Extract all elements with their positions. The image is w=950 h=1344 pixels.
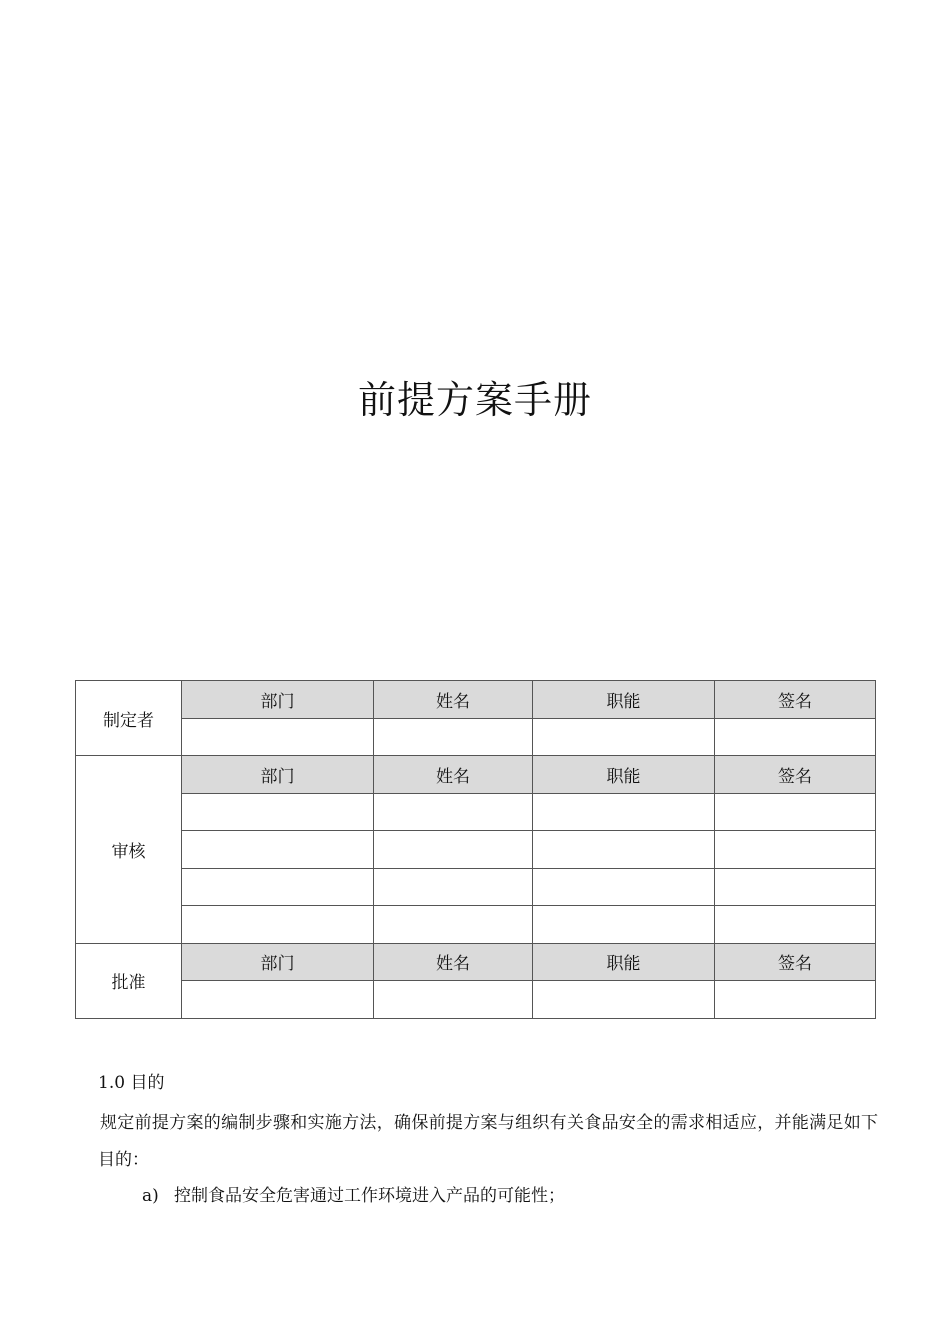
blank-cell — [182, 831, 374, 869]
blank-cell — [715, 906, 876, 944]
table-row — [76, 868, 876, 906]
section-heading: 1.0 目的 — [98, 1073, 165, 1093]
column-header: 部门 — [182, 681, 374, 719]
role-label: 审核 — [76, 756, 182, 944]
role-label: 批准 — [76, 943, 182, 1018]
blank-cell — [374, 906, 533, 944]
column-header: 职能 — [533, 756, 715, 794]
blank-cell — [715, 718, 876, 756]
list-item-marker: a) — [142, 1186, 159, 1206]
document-title: 前提方案手册 — [357, 378, 592, 422]
blank-cell — [182, 868, 374, 906]
table-header-row — [76, 756, 876, 794]
blank-cell — [533, 906, 715, 944]
blank-cell — [182, 718, 374, 756]
column-header: 签名 — [715, 943, 876, 981]
column-header: 职能 — [533, 681, 715, 719]
blank-cell — [374, 793, 533, 831]
blank-cell — [715, 981, 876, 1019]
column-header: 部门 — [182, 943, 374, 981]
blank-cell — [533, 868, 715, 906]
blank-cell — [374, 981, 533, 1019]
column-header: 部门 — [182, 756, 374, 794]
blank-cell — [715, 793, 876, 831]
list-item-text: 控制食品安全危害通过工作环境进入产品的可能性； — [174, 1186, 565, 1206]
table-row — [76, 831, 876, 869]
approval-signature-table — [75, 680, 876, 1019]
table-row — [76, 793, 876, 831]
role-label: 制定者 — [76, 681, 182, 756]
section-paragraph: 规定前提方案的编制步骤和实施方法，确保前提方案与组织有关食品安全的需求相适应，并能满足如下目的： — [98, 1113, 878, 1170]
column-header: 姓名 — [374, 681, 533, 719]
column-header: 姓名 — [374, 756, 533, 794]
column-header: 职能 — [533, 943, 715, 981]
blank-cell — [715, 868, 876, 906]
table-row — [76, 906, 876, 944]
table-header-row — [76, 943, 876, 981]
column-header: 姓名 — [374, 943, 533, 981]
blank-cell — [533, 793, 715, 831]
blank-cell — [374, 831, 533, 869]
blank-cell — [715, 831, 876, 869]
table-header-row — [76, 681, 876, 719]
blank-cell — [374, 718, 533, 756]
blank-cell — [533, 831, 715, 869]
column-header: 签名 — [715, 681, 876, 719]
table-row — [76, 718, 876, 756]
blank-cell — [182, 793, 374, 831]
table-row — [76, 981, 876, 1019]
blank-cell — [182, 906, 374, 944]
blank-cell — [533, 718, 715, 756]
blank-cell — [374, 868, 533, 906]
blank-cell — [533, 981, 715, 1019]
list-item — [142, 1178, 565, 1215]
column-header: 签名 — [715, 756, 876, 794]
blank-cell — [182, 981, 374, 1019]
